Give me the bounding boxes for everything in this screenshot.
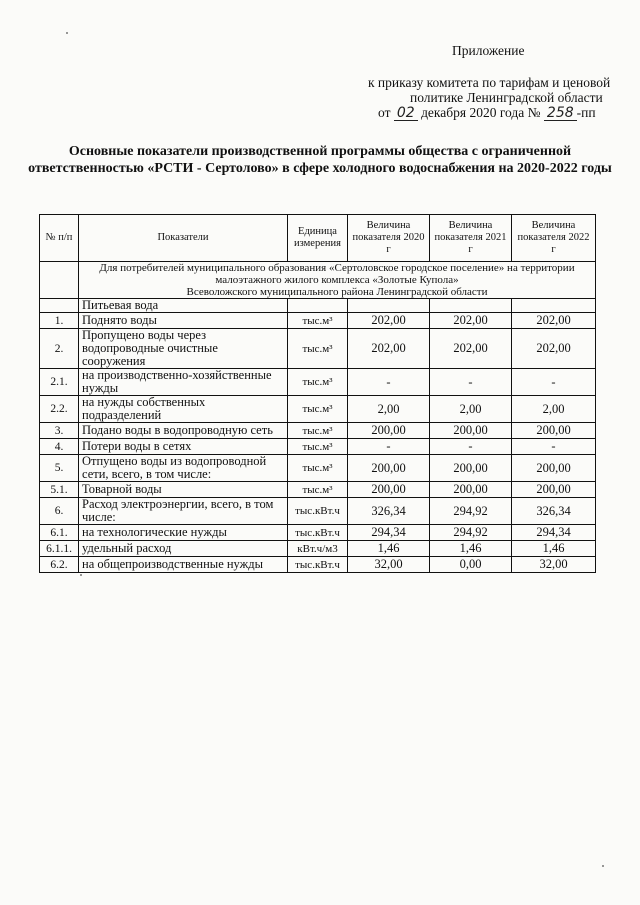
order-date-line bbox=[378, 104, 596, 121]
scan-speck bbox=[66, 32, 68, 34]
row-number: 6. bbox=[40, 498, 79, 525]
indicators-table bbox=[39, 214, 596, 573]
row-indicator: удельный расход bbox=[79, 541, 288, 557]
group-label: Питьевая вода bbox=[79, 299, 288, 313]
row-value-2021: 200,00 bbox=[430, 455, 512, 482]
row-indicator: на производственно-хозяйственные нужды bbox=[79, 369, 288, 396]
table-row bbox=[40, 455, 596, 482]
row-unit: тыс.м³ bbox=[288, 423, 348, 439]
row-value-2021: 1,46 bbox=[430, 541, 512, 557]
row-value-2021: - bbox=[430, 439, 512, 455]
table-row bbox=[40, 423, 596, 439]
row-value-2020: 200,00 bbox=[348, 482, 430, 498]
row-value-2020: 1,46 bbox=[348, 541, 430, 557]
row-value-2022: 2,00 bbox=[512, 396, 596, 423]
row-value-2021: 294,92 bbox=[430, 498, 512, 525]
row-indicator: Отпущено воды из водопроводной сети, всего, в том числе: bbox=[79, 455, 288, 482]
row-unit: тыс.м³ bbox=[288, 313, 348, 329]
row-value-2022: 202,00 bbox=[512, 313, 596, 329]
order-number-suffix: -пп bbox=[576, 105, 596, 120]
row-value-2022: 200,00 bbox=[512, 482, 596, 498]
document-title bbox=[0, 143, 640, 177]
row-number: 6.1. bbox=[40, 525, 79, 541]
row-indicator: на технологические нужды bbox=[79, 525, 288, 541]
row-value-2022: 294,34 bbox=[512, 525, 596, 541]
row-value-2020: 200,00 bbox=[348, 455, 430, 482]
table-row bbox=[40, 557, 596, 573]
col-header-2020: Величина показателя 2020 г bbox=[348, 215, 430, 262]
row-indicator: Пропущено воды через водопроводные очистные сооружения bbox=[79, 329, 288, 369]
row-unit: тыс.кВт.ч bbox=[288, 498, 348, 525]
row-unit: тыс.м³ bbox=[288, 455, 348, 482]
row-number: 6.2. bbox=[40, 557, 79, 573]
row-value-2021: 0,00 bbox=[430, 557, 512, 573]
row-value-2020: 2,00 bbox=[348, 396, 430, 423]
row-value-2022: 202,00 bbox=[512, 329, 596, 369]
order-day-handwritten: 02 bbox=[394, 106, 418, 121]
row-value-2022: 32,00 bbox=[512, 557, 596, 573]
row-unit: тыс.м³ bbox=[288, 396, 348, 423]
row-value-2020: 294,34 bbox=[348, 525, 430, 541]
table-row bbox=[40, 439, 596, 455]
col-header-num: № п/п bbox=[40, 215, 79, 262]
col-header-indicator: Показатели bbox=[79, 215, 288, 262]
row-unit: тыс.м³ bbox=[288, 369, 348, 396]
row-value-2020: 326,34 bbox=[348, 498, 430, 525]
row-value-2021: 294,92 bbox=[430, 525, 512, 541]
row-value-2021: - bbox=[430, 369, 512, 396]
order-date-prefix: от bbox=[378, 105, 391, 120]
row-number: 2.2. bbox=[40, 396, 79, 423]
row-value-2021: 202,00 bbox=[430, 329, 512, 369]
row-value-2022: 200,00 bbox=[512, 455, 596, 482]
row-value-2020: 32,00 bbox=[348, 557, 430, 573]
row-indicator: Потери воды в сетях bbox=[79, 439, 288, 455]
row-value-2020: - bbox=[348, 369, 430, 396]
row-value-2021: 2,00 bbox=[430, 396, 512, 423]
row-value-2020: - bbox=[348, 439, 430, 455]
row-indicator: на общепроизводственные нужды bbox=[79, 557, 288, 573]
row-number: 2. bbox=[40, 329, 79, 369]
section-row bbox=[40, 262, 596, 299]
section-line2: малоэтажного жилого комплекса «Золотые Купола» bbox=[215, 274, 459, 286]
table-row bbox=[40, 396, 596, 423]
row-number: 3. bbox=[40, 423, 79, 439]
table-row bbox=[40, 313, 596, 329]
table-row bbox=[40, 329, 596, 369]
row-value-2020: 200,00 bbox=[348, 423, 430, 439]
table-header-row bbox=[40, 215, 596, 262]
row-value-2021: 202,00 bbox=[430, 313, 512, 329]
row-number: 5. bbox=[40, 455, 79, 482]
row-number: 6.1.1. bbox=[40, 541, 79, 557]
section-line1: Для потребителей муниципального образования «Сертоловское городское поселение» на территории bbox=[99, 262, 575, 274]
group-row bbox=[40, 299, 596, 313]
table-row bbox=[40, 482, 596, 498]
table-row bbox=[40, 369, 596, 396]
row-value-2020: 202,00 bbox=[348, 329, 430, 369]
col-header-unit: Единица измерения bbox=[288, 215, 348, 262]
row-unit: тыс.кВт.ч bbox=[288, 525, 348, 541]
row-value-2021: 200,00 bbox=[430, 482, 512, 498]
row-unit: кВт.ч/м3 bbox=[288, 541, 348, 557]
row-indicator: Поднято воды bbox=[79, 313, 288, 329]
row-indicator: на нужды собственных подразделений bbox=[79, 396, 288, 423]
row-unit: тыс.м³ bbox=[288, 482, 348, 498]
order-number-handwritten: 258 bbox=[544, 106, 577, 121]
table-row bbox=[40, 525, 596, 541]
order-date-middle: декабря 2020 года № bbox=[421, 105, 541, 120]
order-ref-line2: политике Ленинградской области bbox=[410, 90, 603, 105]
row-value-2022: 1,46 bbox=[512, 541, 596, 557]
row-number: 2.1. bbox=[40, 369, 79, 396]
row-value-2021: 200,00 bbox=[430, 423, 512, 439]
order-ref-line1: к приказу комитета по тарифам и ценовой bbox=[368, 75, 611, 90]
appendix-label: Приложение bbox=[452, 43, 525, 58]
title-line2: ответственностью «РСТИ - Сертолово» в сфере холодного водоснабжения на 2020-2022 годы bbox=[28, 161, 612, 176]
row-value-2022: - bbox=[512, 369, 596, 396]
col-header-2021: Величина показателя 2021 г bbox=[430, 215, 512, 262]
title-line1: Основные показатели производственной программы общества с ограниченной bbox=[68, 144, 572, 159]
row-unit: тыс.кВт.ч bbox=[288, 557, 348, 573]
section-line3: Всеволожского муниципального района Ленинградской области bbox=[186, 286, 488, 298]
row-number: 1. bbox=[40, 313, 79, 329]
row-value-2020: 202,00 bbox=[348, 313, 430, 329]
row-value-2022: - bbox=[512, 439, 596, 455]
row-unit: тыс.м³ bbox=[288, 439, 348, 455]
row-indicator: Подано воды в водопроводную сеть bbox=[79, 423, 288, 439]
row-number: 5.1. bbox=[40, 482, 79, 498]
row-indicator: Расход электроэнергии, всего, в том числе: bbox=[79, 498, 288, 525]
section-caption bbox=[79, 262, 596, 299]
scan-speck bbox=[602, 865, 604, 867]
table-row bbox=[40, 541, 596, 557]
col-header-2022: Величина показателя 2022 г bbox=[512, 215, 596, 262]
row-number: 4. bbox=[40, 439, 79, 455]
row-unit: тыс.м³ bbox=[288, 329, 348, 369]
table-row bbox=[40, 498, 596, 525]
row-value-2022: 326,34 bbox=[512, 498, 596, 525]
row-indicator: Товарной воды bbox=[79, 482, 288, 498]
row-value-2022: 200,00 bbox=[512, 423, 596, 439]
scan-speck bbox=[80, 574, 82, 576]
